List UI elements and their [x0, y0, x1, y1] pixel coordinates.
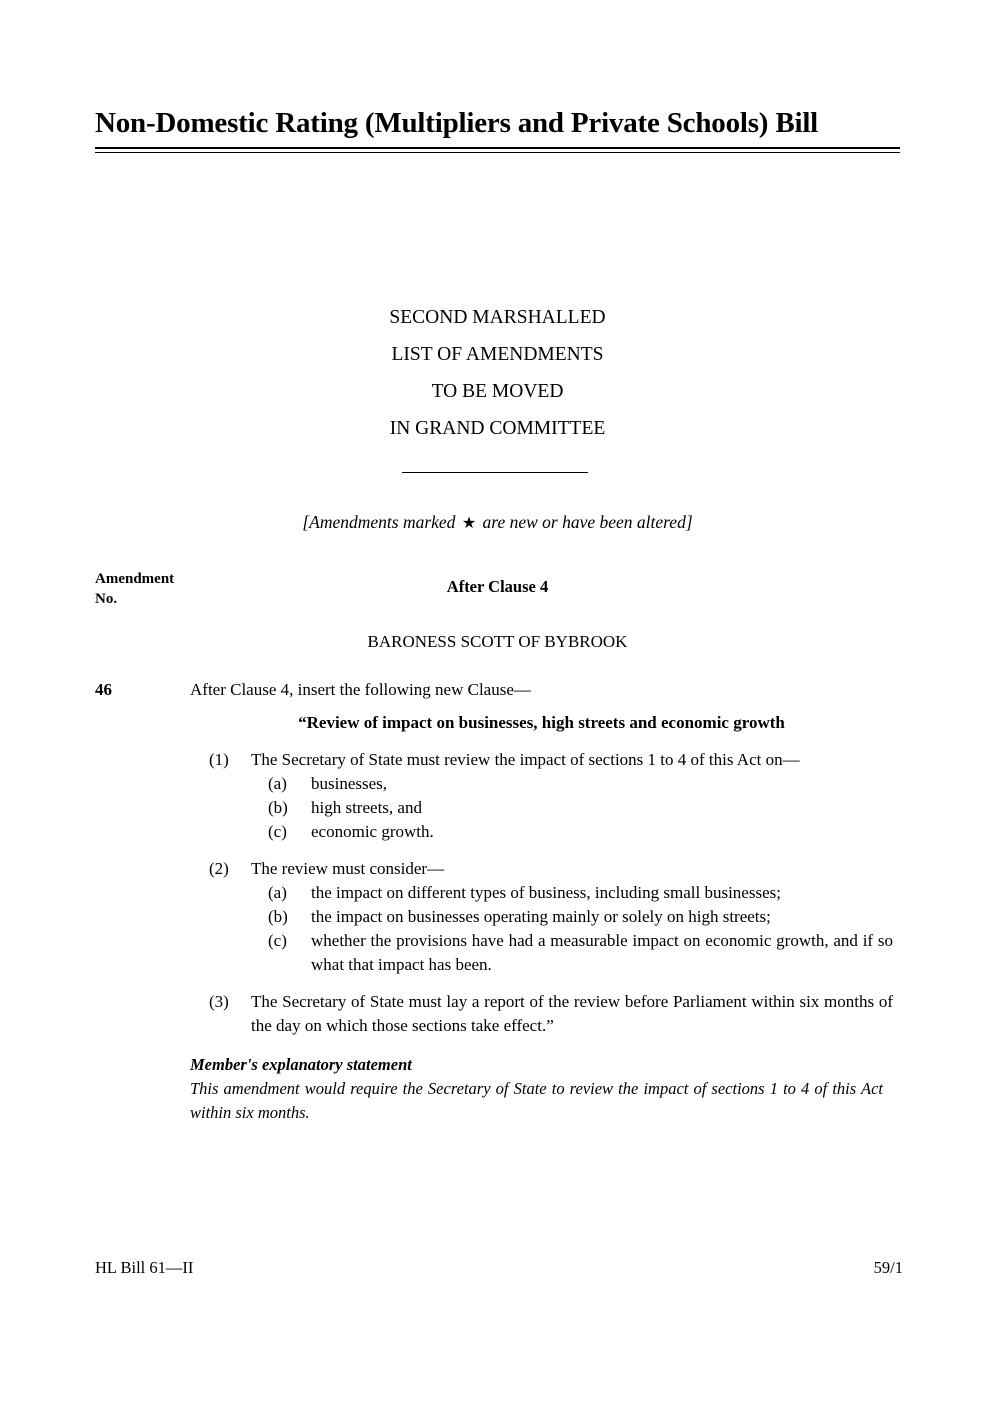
subsection-1-text: The Secretary of State must review the impact of sections 1 to 4 of this Act on— [251, 750, 800, 769]
heading-line-1: SECOND MARSHALLED [389, 307, 606, 328]
subsection-1-item-b-marker: (b) [268, 798, 288, 817]
heading-line-4: IN GRAND COMMITTEE [389, 418, 606, 439]
subsection-1-item-b [0, 796, 991, 820]
subsection-2-item-c [0, 929, 991, 977]
new-clause-title: “Review of impact on businesses, high streets and economic growth [298, 713, 785, 732]
subsection-2-text: The review must consider— [251, 859, 445, 878]
subsection-1 [0, 748, 991, 772]
subsection-2-item-c-text: whether the provisions have had a measurable impact on economic growth, and if so what that impact has been. [311, 931, 893, 974]
subsection-1-item-a-text: businesses, [311, 774, 388, 793]
subsection-1-item-c-text: economic growth. [311, 822, 434, 841]
marshalled-list-heading [95, 299, 900, 447]
subsection-2-marker: (2) [209, 859, 229, 878]
subsection-1-marker: (1) [209, 750, 229, 769]
amendment-46 [0, 678, 991, 1124]
subsection-2-item-b [0, 905, 991, 929]
bill-title: Non-Domestic Rating (Multipliers and Private Schools) Bill [95, 107, 819, 139]
subsection-2-item-a-text: the impact on different types of business, including small businesses; [311, 883, 781, 902]
bill-title-block [95, 104, 900, 153]
page-footer [95, 1257, 903, 1279]
title-double-rule [95, 147, 900, 153]
amendment-lead-in: After Clause 4, insert the following new Clause— [190, 680, 531, 699]
subsection-2-item-a [0, 881, 991, 905]
subsection-1-item-b-text: high streets, and [311, 798, 422, 817]
explanatory-statement-text: This amendment would require the Secretary of State to review the impact of sections 1 to 4 of this Act within six months. [190, 1079, 883, 1122]
subsection-1-item-c [0, 820, 991, 844]
subsection-2-item-a-marker: (a) [268, 883, 287, 902]
amendment-lead-row [0, 678, 991, 702]
subsection-2-item-b-text: the impact on businesses operating mainly or solely on high streets; [311, 907, 771, 926]
amendments-notice [95, 511, 900, 535]
amendment-number: 46 [95, 680, 112, 699]
subsection-2-item-b-marker: (b) [268, 907, 288, 926]
place-heading: After Clause 4 [446, 577, 549, 596]
subsection-1-item-c-marker: (c) [268, 822, 287, 841]
separator-rule [402, 472, 588, 473]
notice-suffix: are new or have been altered] [478, 512, 693, 532]
amendment-no-label-line-1: Amendment [95, 571, 175, 587]
amendment-no-label-line-2: No. [95, 591, 118, 607]
heading-line-2: LIST OF AMENDMENTS [391, 344, 604, 365]
star-icon: ★ [461, 515, 477, 532]
subsection-1-item-a [0, 772, 991, 796]
subsection-3-text: The Secretary of State must lay a report of the review before Parliament within six months of the day on which those sections take effect.” [251, 992, 893, 1035]
bill-reference: HL Bill 61—II [95, 1258, 194, 1277]
subsection-2-item-c-marker: (c) [268, 931, 287, 950]
subsection-1-item-a-marker: (a) [268, 774, 287, 793]
subsection-2 [0, 857, 991, 881]
mover-name: BARONESS SCOTT OF BYBROOK [367, 632, 628, 651]
notice-prefix: [Amendments marked [302, 512, 460, 532]
explanatory-statement-heading: Member's explanatory statement [190, 1055, 412, 1074]
subsection-3 [0, 990, 991, 1038]
heading-line-3: TO BE MOVED [431, 381, 564, 402]
page-code: 59/1 [873, 1258, 903, 1277]
subsection-3-marker: (3) [209, 992, 229, 1011]
